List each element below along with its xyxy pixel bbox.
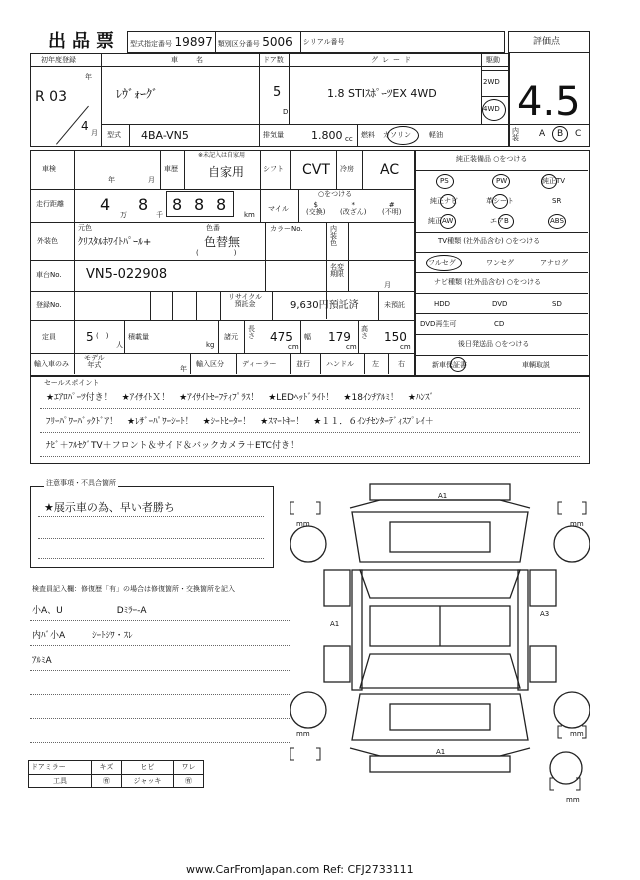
- doors-label: ドア数: [263, 56, 284, 64]
- nav-hdd: HDD: [434, 300, 451, 308]
- handle-label: ハンドル: [326, 360, 354, 368]
- form-title: 出品票: [48, 31, 120, 52]
- later-manual: 車輌取説: [522, 361, 550, 369]
- equip-navi-circle: [440, 194, 456, 209]
- score-value: 4.5: [517, 79, 581, 125]
- nav-title: ナビ種類 (社外品含む) ○をつける: [434, 278, 542, 286]
- interior-label: 内装: [512, 127, 519, 142]
- capacity-label: 定員: [42, 333, 56, 341]
- name-change-label: 名変期限: [330, 263, 344, 278]
- notes-line-1: ★展示車の為、早い者勝ち: [44, 501, 175, 514]
- mark-left: A1: [330, 620, 340, 628]
- equip-aw: 純正AW: [428, 217, 454, 225]
- mileage-label: 走行距離: [36, 200, 64, 208]
- shift-value: CVT: [302, 162, 330, 178]
- category-value: 5006: [262, 35, 293, 49]
- mile-label: マイル: [268, 205, 289, 213]
- tv-fullseg-circle: [426, 255, 462, 271]
- tv-title: TV種類 (社外品含む) ○をつける: [438, 237, 541, 245]
- tv-fullseg: フルセグ: [428, 259, 456, 267]
- nav-cd: CD: [494, 320, 505, 328]
- displacement-value: 1.800: [311, 129, 343, 142]
- capacity-value: 5: [86, 330, 94, 344]
- import-div-value: ディーラー: [242, 360, 277, 368]
- chassis-label: 車台No.: [36, 271, 62, 279]
- inspector-title: 検査員記入欄：修復歴「有」の場合は修復箇所・交換箇所を記入: [32, 585, 235, 593]
- tv-analog: アナログ: [540, 259, 568, 267]
- tv-oneseg: ワンセグ: [486, 259, 514, 267]
- height-label: 高さ: [361, 325, 368, 340]
- import-label: 輸入車のみ: [34, 360, 69, 368]
- first-reg-year: R 03: [35, 89, 67, 105]
- fuel-value: ガソリン: [383, 131, 411, 139]
- equip-abs: ABS: [550, 217, 564, 225]
- model-year-label: モデル 年式: [84, 354, 105, 369]
- equip-tv: 純正TV: [542, 177, 566, 185]
- color-change: 色替無: [204, 235, 241, 249]
- drive-2wd: 2WD: [483, 78, 500, 86]
- serial-label: シリアル番号: [302, 38, 345, 46]
- equip-abs-circle: [548, 214, 566, 229]
- equip-sr: SR: [552, 197, 562, 205]
- score-box: [508, 31, 590, 147]
- height-value: 150: [384, 330, 407, 344]
- load-label: 積載量: [128, 333, 149, 341]
- handle-right: 右: [398, 360, 405, 368]
- equip-ps-circle: [436, 174, 454, 189]
- odo-unknown: # (不明): [382, 201, 402, 216]
- history-note: ※未記入は自家用: [198, 152, 246, 159]
- history-value: 自家用: [208, 165, 245, 179]
- chassis-value: VN5-022908: [86, 267, 168, 282]
- interior-color-label: 内装色: [330, 225, 337, 247]
- ext-color-label: 外装色: [37, 237, 58, 245]
- footer-reference: www.CarFromJapan.com Ref: CFJ2733111: [186, 863, 414, 876]
- inspector-line-3: ｱﾙﾐA: [32, 656, 52, 666]
- color-value: ｸﾘｽﾀﾙﾎﾜｲﾄﾊﾟｰﾙ+: [78, 237, 152, 248]
- recycle-label: リサイクル 預託金: [228, 293, 263, 308]
- sales-title: セールスポイント: [44, 379, 100, 387]
- car-name-value: ﾚｳﾞｫｰｸﾞ: [116, 87, 159, 101]
- later-warranty: 新車保証書: [432, 361, 467, 369]
- color-no2-label: カラーNo.: [270, 225, 303, 233]
- ac-label: 冷房: [340, 165, 354, 173]
- equip-airbag-circle: [498, 214, 514, 229]
- mileage-digit-3: 8: [172, 195, 183, 214]
- history-label: 車歴: [164, 165, 178, 173]
- equip-pw: PW: [496, 177, 508, 185]
- svg-text:mm: mm: [570, 730, 584, 738]
- mileage-digit-2: 8: [138, 195, 149, 214]
- nav-sd: SD: [552, 300, 562, 308]
- color-no-label: 色番: [206, 224, 220, 232]
- genuine-title: 純正装備品 ○をつける: [456, 155, 528, 163]
- fuel-circle: [387, 126, 419, 145]
- equip-leather-circle: [492, 194, 508, 209]
- nav-dvd-play: DVD再生可: [420, 320, 457, 328]
- odo-exchange: $ (交換): [306, 201, 326, 216]
- light-oil-label: 軽油: [429, 131, 443, 139]
- doors-value: 5: [273, 85, 282, 100]
- shift-label: シフト: [263, 165, 284, 173]
- width-value: 179: [328, 330, 351, 344]
- sales-line-1: ★ｴｱﾛﾊﾟｰﾂ付き！ ★ｱｲｻｲﾄＸ！ ★ｱｲｻｲﾄｾｰﾌﾃｨﾌﾟﾗｽ！ ★LEDﾍｯﾄﾞﾗｲﾄ！ ★18ｲﾝﾁｱﾙﾐ！ ★ﾊﾝｽﾞ: [46, 393, 434, 403]
- header-ids: 型式指定番号 19897 類別区分番号 5006 シリアル番号: [127, 31, 505, 53]
- grade-label: グレード: [371, 56, 415, 64]
- mileage-digit-1: 4: [100, 195, 111, 214]
- svg-text:mm: mm: [296, 730, 310, 738]
- equip-leather: 革シート: [486, 197, 514, 205]
- inspection-label: 車検: [42, 165, 56, 173]
- svg-text:mm: mm: [296, 520, 310, 528]
- mileage-digit-4: 8: [194, 195, 205, 214]
- sales-line-2: ﾌﾘｰﾊﾟﾜｰﾊﾞｯｸﾄﾞｱ！ ★ﾚｻﾞｰﾊﾟﾜｰｼｰﾄ！ ★ｼｰﾄﾋｰﾀｰ！ ★ｽﾏｰﾄｷｰ！ ★１１．６ｲﾝﾁｾﾝﾀｰﾃﾞｨｽﾌﾟﾚｲ＋: [46, 417, 434, 427]
- interior-grade-b: B: [557, 129, 564, 139]
- notes-block: [30, 486, 274, 568]
- drive-4wd: 4WD: [483, 105, 500, 113]
- grade-value: 1.8 STIｽﾎﾟｰﾂEX 4WD: [327, 87, 437, 100]
- mark-rear: A1: [436, 748, 446, 756]
- drive-4wd-circle: [482, 99, 506, 121]
- width-label: 幅: [304, 333, 311, 341]
- displacement-label: 排気量: [263, 131, 284, 139]
- nav-dvd: DVD: [492, 300, 508, 308]
- svg-text:mm: mm: [570, 520, 584, 528]
- equip-navi: 純正ナビ: [430, 197, 458, 205]
- mark-right: A3: [540, 610, 550, 618]
- length-value: 475: [270, 330, 293, 344]
- equip-pw-circle: [492, 174, 510, 189]
- car-name-label: 車名: [171, 56, 221, 64]
- mileage-digit-5: 8: [216, 195, 227, 214]
- legend-table: ドアミラー キズ ヒビ ワレ 工具 ㊒ ジャッキ ㊒: [28, 760, 204, 788]
- odo-note: ○をつける: [318, 190, 353, 198]
- equip-airbag: エアB: [490, 217, 509, 225]
- mark-front: A1: [438, 492, 448, 500]
- orig-color-label: 元色: [78, 224, 92, 232]
- inspector-line-1: 小A、U Dﾐﾗｰ-A: [32, 606, 147, 616]
- recycle-value: 9,630円預託済: [290, 300, 359, 311]
- parallel-label: 並行: [296, 360, 310, 368]
- svg-text:mm: mm: [566, 796, 580, 804]
- interior-grade-c: C: [575, 129, 582, 139]
- handle-left: 左: [372, 360, 379, 368]
- model-value: 4BA-VN5: [141, 129, 189, 142]
- inspector-line-2: 内ﾊﾞ小A ｼｰﾄｼﾜ・ｽﾚ: [32, 631, 133, 641]
- later-warranty-circle: [450, 357, 466, 372]
- ac-value: AC: [380, 162, 400, 178]
- first-reg-month: 4: [81, 119, 89, 133]
- model-label: 型式: [107, 131, 121, 139]
- first-reg-label: 初年度登録: [41, 56, 76, 64]
- sales-line-3: ﾅﾋﾞ＋ﾌﾙｾｸﾞTV＋フロント＆サイド＆バックカメラ＋ETC付き！: [46, 441, 299, 451]
- later-title: 後日発送品 ○をつける: [458, 340, 530, 348]
- equip-ps: PS: [440, 177, 449, 185]
- drive-label: 駆動: [486, 56, 500, 64]
- equip-aw-circle: [440, 214, 456, 229]
- reg-label: 登録No.: [36, 301, 62, 309]
- import-div-label: 輸入区分: [196, 360, 224, 368]
- length-label: 長さ: [248, 325, 255, 340]
- score-label: 評価点: [533, 37, 561, 47]
- equip-tv-circle: [541, 174, 557, 189]
- fuel-label: 燃料: [361, 131, 375, 139]
- basic-info-block: 初年度登録 R 03 年 4 月 車名 ﾚｳﾞｫｰｸﾞ ドア数 5 D グレード 1.8 STIｽﾎﾟｰﾂEX 4WD 駆動 2WD 4WD 型式 4BA-VN5 排気量 1.800 cc 燃料 ガソリン 軽油: [30, 53, 510, 147]
- type-cert-value: 19897: [174, 35, 213, 49]
- car-damage-diagram: [290, 478, 590, 808]
- odo-tampered: * (改ざん): [340, 201, 367, 216]
- notes-title: 注意事項・不具合箇所: [46, 479, 116, 487]
- interior-grade-a: A: [539, 129, 546, 139]
- recycle-status: 未預託: [384, 301, 405, 309]
- doc-label: 諸元: [224, 333, 238, 341]
- interior-grade-circle: [552, 126, 568, 142]
